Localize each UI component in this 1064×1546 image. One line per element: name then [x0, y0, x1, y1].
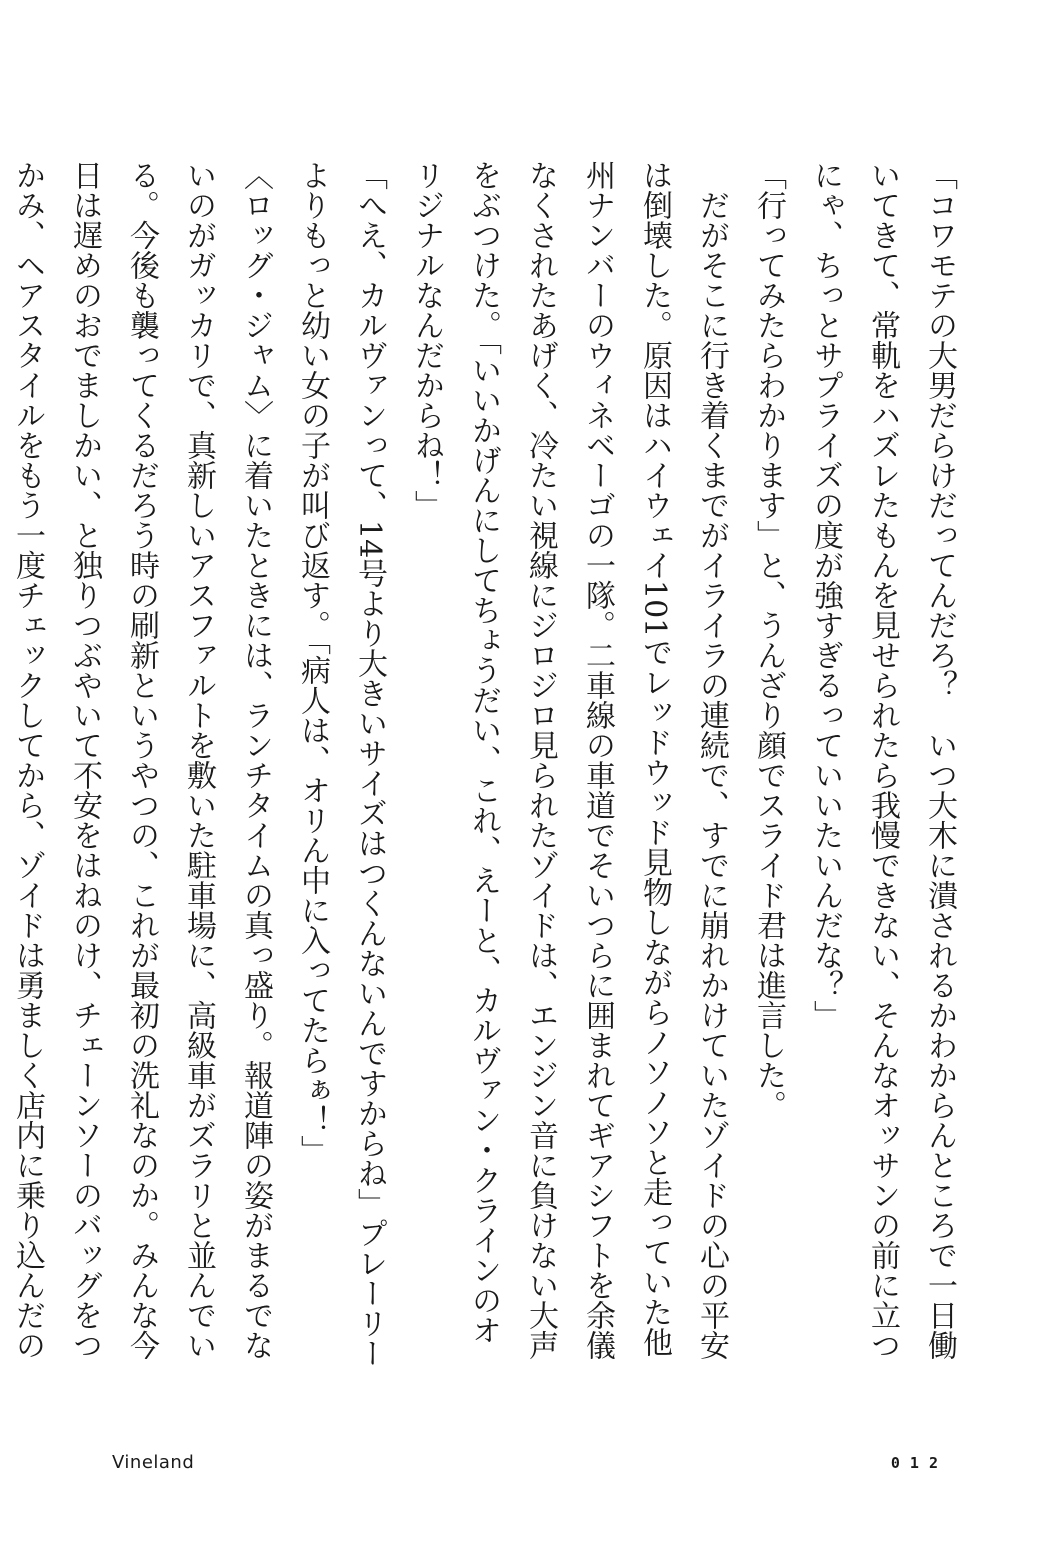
running-title: Vineland — [112, 1452, 195, 1473]
page-number: 012 — [890, 1454, 948, 1472]
paragraph-2: 「行ってみたらわかります」と、うんざり顔でスライド君は進言した。 — [751, 160, 786, 1120]
paragraph-4: 「へえ、カルヴァンって、14号より大きいサイズはつくんないんですからね」プレーリーよりもっと幼い女の子が叫び返す。「病人は、オリん中に入ってたらぁ！」 — [295, 160, 387, 1369]
vertical-text-body — [10, 160, 968, 1370]
paragraph-3: だがそこに行き着くまでがイライラの連続で、すでに崩れかけていたゾイドの心の平安は倒壊した。原因はハイウェイ101でレッドウッド見物しながらノソノソと走っていた他州ナンバーのウィネベーゴの一隊。二車線の車道でそいつらに囲まれてギアシフトを余儀なくされたあげく、冷たい視線にジロジロ見られたゾイドは、エンジン音に負けない大声をぶつけた。「いいかげんにしてちょうだい、これ、えーと、カルヴァン・クラインのオリジナルなんだからね！」 — [409, 160, 729, 1360]
paragraph-1: 「コワモテの大男だらけだってんだろ？ いつ大木に潰されるかわからんところで一日働いてきて、常軌をハズレたもんを見せられたら我慢できない、そんなオッサンの前に立つにゃ、ちっとサプライズの度が強すぎるっていいたいんだな？」 — [808, 160, 957, 1360]
paragraph-5: 〈ロッグ・ジャム〉に着いたときには、ランチタイムの真っ盛り。報道陣の姿がまるでないのがガッカリで、真新しいアスファルトを敷いた駐車場に、高級車がズラリと並んでいる。今後も襲ってくるだろう時の刷新というやつの、これが最初の洗礼なのか。みんな今日は遅めのおでましかい、と独りつぶやいて不安をはねのけ、チェーンソーのバッグをつかみ、ヘアスタイルをもう一度チェックしてから、ゾイドは勇ましく店内に乗り込んだの — [10, 160, 273, 1360]
